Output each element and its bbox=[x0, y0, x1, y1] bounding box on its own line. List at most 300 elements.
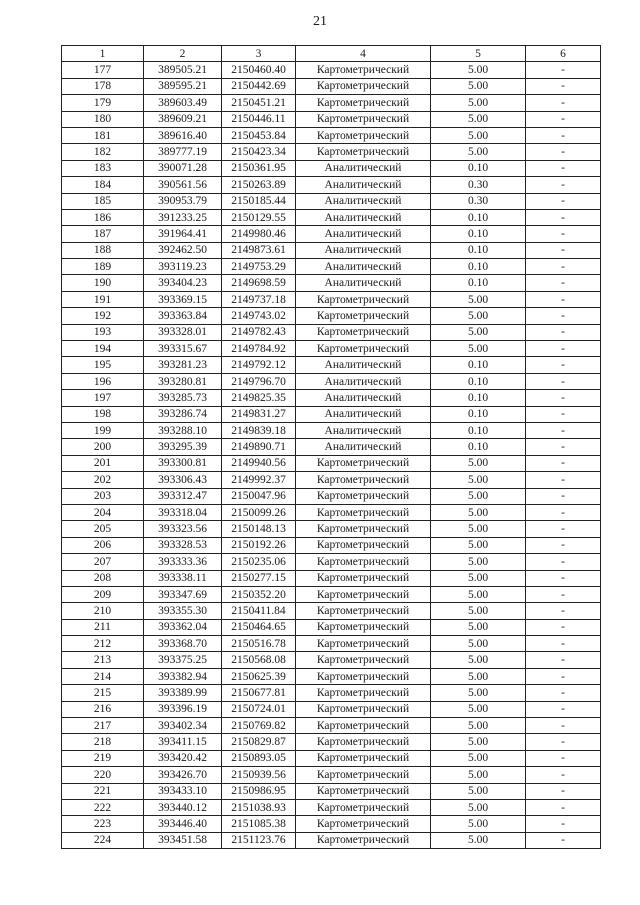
y-coordinate-cell: 2150829.87 bbox=[222, 734, 296, 750]
accuracy-cell: 5.00 bbox=[431, 62, 526, 78]
method-cell: Картометрический bbox=[296, 652, 431, 668]
method-cell: Картометрический bbox=[296, 554, 431, 570]
note-cell: - bbox=[526, 636, 601, 652]
x-coordinate-cell: 393323.56 bbox=[144, 521, 222, 537]
note-cell: - bbox=[526, 832, 601, 848]
method-cell: Картометрический bbox=[296, 504, 431, 520]
y-coordinate-cell: 2149980.46 bbox=[222, 226, 296, 242]
point-number-cell: 181 bbox=[62, 127, 144, 143]
note-cell: - bbox=[526, 144, 601, 160]
point-number-cell: 209 bbox=[62, 586, 144, 602]
note-cell: - bbox=[526, 308, 601, 324]
method-cell: Аналитический bbox=[296, 193, 431, 209]
x-coordinate-cell: 390071.28 bbox=[144, 160, 222, 176]
table-row bbox=[62, 652, 601, 668]
y-coordinate-cell: 2150185.44 bbox=[222, 193, 296, 209]
point-number-cell: 179 bbox=[62, 95, 144, 111]
point-number-cell: 178 bbox=[62, 78, 144, 94]
x-coordinate-cell: 389603.49 bbox=[144, 95, 222, 111]
note-cell: - bbox=[526, 685, 601, 701]
y-coordinate-cell: 2149753.29 bbox=[222, 259, 296, 275]
table-row bbox=[62, 127, 601, 143]
accuracy-cell: 5.00 bbox=[431, 488, 526, 504]
note-cell: - bbox=[526, 455, 601, 471]
method-cell: Картометрический bbox=[296, 78, 431, 94]
accuracy-cell: 5.00 bbox=[431, 750, 526, 766]
table-row bbox=[62, 537, 601, 553]
table-row bbox=[62, 111, 601, 127]
table-row bbox=[62, 439, 601, 455]
point-number-cell: 188 bbox=[62, 242, 144, 258]
y-coordinate-cell: 2150625.39 bbox=[222, 668, 296, 684]
y-coordinate-cell: 2150724.01 bbox=[222, 701, 296, 717]
y-coordinate-cell: 2149796.70 bbox=[222, 373, 296, 389]
note-cell: - bbox=[526, 127, 601, 143]
x-coordinate-cell: 389777.19 bbox=[144, 144, 222, 160]
accuracy-cell: 5.00 bbox=[431, 767, 526, 783]
accuracy-cell: 0.10 bbox=[431, 390, 526, 406]
note-cell: - bbox=[526, 701, 601, 717]
table-row bbox=[62, 685, 601, 701]
point-number-cell: 221 bbox=[62, 783, 144, 799]
method-cell: Аналитический bbox=[296, 160, 431, 176]
note-cell: - bbox=[526, 406, 601, 422]
point-number-cell: 180 bbox=[62, 111, 144, 127]
page-number: 21 bbox=[313, 14, 327, 29]
method-cell: Картометрический bbox=[296, 816, 431, 832]
point-number-cell: 211 bbox=[62, 619, 144, 635]
y-coordinate-cell: 2151085.38 bbox=[222, 816, 296, 832]
table-row bbox=[62, 554, 601, 570]
point-number-cell: 216 bbox=[62, 701, 144, 717]
column-header: 5 bbox=[431, 46, 526, 62]
accuracy-cell: 5.00 bbox=[431, 472, 526, 488]
accuracy-cell: 0.10 bbox=[431, 259, 526, 275]
accuracy-cell: 0.10 bbox=[431, 373, 526, 389]
x-coordinate-cell: 392462.50 bbox=[144, 242, 222, 258]
table-row bbox=[62, 832, 601, 848]
y-coordinate-cell: 2149839.18 bbox=[222, 422, 296, 438]
y-coordinate-cell: 2149873.61 bbox=[222, 242, 296, 258]
y-coordinate-cell: 2149831.27 bbox=[222, 406, 296, 422]
method-cell: Картометрический bbox=[296, 341, 431, 357]
accuracy-cell: 5.00 bbox=[431, 95, 526, 111]
y-coordinate-cell: 2149792.12 bbox=[222, 357, 296, 373]
y-coordinate-cell: 2149698.59 bbox=[222, 275, 296, 291]
x-coordinate-cell: 393362.04 bbox=[144, 619, 222, 635]
accuracy-cell: 5.00 bbox=[431, 586, 526, 602]
point-number-cell: 198 bbox=[62, 406, 144, 422]
method-cell: Картометрический bbox=[296, 668, 431, 684]
x-coordinate-cell: 390561.56 bbox=[144, 177, 222, 193]
table-body bbox=[62, 62, 601, 849]
x-coordinate-cell: 393318.04 bbox=[144, 504, 222, 520]
column-header: 6 bbox=[526, 46, 601, 62]
point-number-cell: 202 bbox=[62, 472, 144, 488]
accuracy-cell: 5.00 bbox=[431, 144, 526, 160]
accuracy-cell: 0.10 bbox=[431, 422, 526, 438]
point-number-cell: 193 bbox=[62, 324, 144, 340]
y-coordinate-cell: 2150451.21 bbox=[222, 95, 296, 111]
method-cell: Картометрический bbox=[296, 570, 431, 586]
x-coordinate-cell: 393355.30 bbox=[144, 603, 222, 619]
method-cell: Аналитический bbox=[296, 226, 431, 242]
point-number-cell: 206 bbox=[62, 537, 144, 553]
y-coordinate-cell: 2150769.82 bbox=[222, 718, 296, 734]
point-number-cell: 200 bbox=[62, 439, 144, 455]
method-cell: Аналитический bbox=[296, 242, 431, 258]
table-row bbox=[62, 799, 601, 815]
accuracy-cell: 5.00 bbox=[431, 127, 526, 143]
note-cell: - bbox=[526, 816, 601, 832]
y-coordinate-cell: 2149743.02 bbox=[222, 308, 296, 324]
table-row bbox=[62, 586, 601, 602]
note-cell: - bbox=[526, 226, 601, 242]
x-coordinate-cell: 393411.15 bbox=[144, 734, 222, 750]
method-cell: Аналитический bbox=[296, 373, 431, 389]
accuracy-cell: 5.00 bbox=[431, 734, 526, 750]
x-coordinate-cell: 393363.84 bbox=[144, 308, 222, 324]
x-coordinate-cell: 393119.23 bbox=[144, 259, 222, 275]
accuracy-cell: 0.10 bbox=[431, 275, 526, 291]
y-coordinate-cell: 2150277.15 bbox=[222, 570, 296, 586]
point-number-cell: 186 bbox=[62, 209, 144, 225]
method-cell: Аналитический bbox=[296, 406, 431, 422]
table-row bbox=[62, 275, 601, 291]
point-number-cell: 191 bbox=[62, 291, 144, 307]
point-number-cell: 210 bbox=[62, 603, 144, 619]
table-row bbox=[62, 750, 601, 766]
note-cell: - bbox=[526, 95, 601, 111]
x-coordinate-cell: 393286.74 bbox=[144, 406, 222, 422]
method-cell: Картометрический bbox=[296, 95, 431, 111]
point-number-cell: 220 bbox=[62, 767, 144, 783]
method-cell: Картометрический bbox=[296, 111, 431, 127]
table-row bbox=[62, 816, 601, 832]
x-coordinate-cell: 391964.41 bbox=[144, 226, 222, 242]
table-row bbox=[62, 783, 601, 799]
y-coordinate-cell: 2150352.20 bbox=[222, 586, 296, 602]
x-coordinate-cell: 393433.10 bbox=[144, 783, 222, 799]
table-row bbox=[62, 242, 601, 258]
y-coordinate-cell: 2150361.95 bbox=[222, 160, 296, 176]
y-coordinate-cell: 2150986.95 bbox=[222, 783, 296, 799]
y-coordinate-cell: 2150263.89 bbox=[222, 177, 296, 193]
note-cell: - bbox=[526, 537, 601, 553]
note-cell: - bbox=[526, 586, 601, 602]
method-cell: Картометрический bbox=[296, 767, 431, 783]
point-number-cell: 203 bbox=[62, 488, 144, 504]
accuracy-cell: 0.10 bbox=[431, 439, 526, 455]
accuracy-cell: 5.00 bbox=[431, 554, 526, 570]
method-cell: Картометрический bbox=[296, 750, 431, 766]
method-cell: Картометрический bbox=[296, 718, 431, 734]
note-cell: - bbox=[526, 209, 601, 225]
accuracy-cell: 5.00 bbox=[431, 685, 526, 701]
y-coordinate-cell: 2150099.26 bbox=[222, 504, 296, 520]
y-coordinate-cell: 2149784.92 bbox=[222, 341, 296, 357]
method-cell: Картометрический bbox=[296, 521, 431, 537]
x-coordinate-cell: 393369.15 bbox=[144, 291, 222, 307]
note-cell: - bbox=[526, 259, 601, 275]
note-cell: - bbox=[526, 439, 601, 455]
x-coordinate-cell: 393300.81 bbox=[144, 455, 222, 471]
table-row bbox=[62, 422, 601, 438]
method-cell: Картометрический bbox=[296, 127, 431, 143]
table-row bbox=[62, 291, 601, 307]
note-cell: - bbox=[526, 718, 601, 734]
method-cell: Аналитический bbox=[296, 259, 431, 275]
y-coordinate-cell: 2150442.69 bbox=[222, 78, 296, 94]
note-cell: - bbox=[526, 111, 601, 127]
table-row bbox=[62, 406, 601, 422]
note-cell: - bbox=[526, 488, 601, 504]
accuracy-cell: 5.00 bbox=[431, 701, 526, 717]
x-coordinate-cell: 393328.53 bbox=[144, 537, 222, 553]
x-coordinate-cell: 393420.42 bbox=[144, 750, 222, 766]
x-coordinate-cell: 393404.23 bbox=[144, 275, 222, 291]
method-cell: Картометрический bbox=[296, 455, 431, 471]
x-coordinate-cell: 393306.43 bbox=[144, 472, 222, 488]
y-coordinate-cell: 2150423.34 bbox=[222, 144, 296, 160]
x-coordinate-cell: 393389.99 bbox=[144, 685, 222, 701]
x-coordinate-cell: 393368.70 bbox=[144, 636, 222, 652]
note-cell: - bbox=[526, 62, 601, 78]
note-cell: - bbox=[526, 603, 601, 619]
x-coordinate-cell: 393288.10 bbox=[144, 422, 222, 438]
column-header: 4 bbox=[296, 46, 431, 62]
method-cell: Аналитический bbox=[296, 209, 431, 225]
table-row bbox=[62, 160, 601, 176]
x-coordinate-cell: 393446.40 bbox=[144, 816, 222, 832]
method-cell: Картометрический bbox=[296, 701, 431, 717]
accuracy-cell: 0.10 bbox=[431, 406, 526, 422]
table-row bbox=[62, 636, 601, 652]
note-cell: - bbox=[526, 390, 601, 406]
point-number-cell: 185 bbox=[62, 193, 144, 209]
note-cell: - bbox=[526, 750, 601, 766]
x-coordinate-cell: 393295.39 bbox=[144, 439, 222, 455]
accuracy-cell: 0.30 bbox=[431, 177, 526, 193]
y-coordinate-cell: 2150460.40 bbox=[222, 62, 296, 78]
x-coordinate-cell: 393333.36 bbox=[144, 554, 222, 570]
table-row bbox=[62, 701, 601, 717]
point-number-cell: 199 bbox=[62, 422, 144, 438]
accuracy-cell: 5.00 bbox=[431, 783, 526, 799]
note-cell: - bbox=[526, 177, 601, 193]
method-cell: Картометрический bbox=[296, 308, 431, 324]
table-row bbox=[62, 718, 601, 734]
y-coordinate-cell: 2150047.96 bbox=[222, 488, 296, 504]
y-coordinate-cell: 2149825.35 bbox=[222, 390, 296, 406]
y-coordinate-cell: 2149890.71 bbox=[222, 439, 296, 455]
x-coordinate-cell: 389595.21 bbox=[144, 78, 222, 94]
table-row bbox=[62, 668, 601, 684]
point-number-cell: 183 bbox=[62, 160, 144, 176]
x-coordinate-cell: 393375.25 bbox=[144, 652, 222, 668]
y-coordinate-cell: 2150677.81 bbox=[222, 685, 296, 701]
point-number-cell: 192 bbox=[62, 308, 144, 324]
note-cell: - bbox=[526, 291, 601, 307]
accuracy-cell: 5.00 bbox=[431, 504, 526, 520]
method-cell: Аналитический bbox=[296, 177, 431, 193]
point-number-cell: 204 bbox=[62, 504, 144, 520]
table-row bbox=[62, 193, 601, 209]
table-row bbox=[62, 472, 601, 488]
method-cell: Картометрический bbox=[296, 537, 431, 553]
note-cell: - bbox=[526, 734, 601, 750]
note-cell: - bbox=[526, 422, 601, 438]
point-number-cell: 201 bbox=[62, 455, 144, 471]
point-number-cell: 213 bbox=[62, 652, 144, 668]
table-row bbox=[62, 767, 601, 783]
method-cell: Аналитический bbox=[296, 275, 431, 291]
note-cell: - bbox=[526, 619, 601, 635]
table-row bbox=[62, 62, 601, 78]
y-coordinate-cell: 2149992.37 bbox=[222, 472, 296, 488]
method-cell: Картометрический bbox=[296, 586, 431, 602]
table-row bbox=[62, 226, 601, 242]
note-cell: - bbox=[526, 324, 601, 340]
method-cell: Картометрический bbox=[296, 832, 431, 848]
method-cell: Картометрический bbox=[296, 783, 431, 799]
accuracy-cell: 5.00 bbox=[431, 521, 526, 537]
table-row bbox=[62, 455, 601, 471]
x-coordinate-cell: 393315.67 bbox=[144, 341, 222, 357]
x-coordinate-cell: 393338.11 bbox=[144, 570, 222, 586]
method-cell: Аналитический bbox=[296, 422, 431, 438]
accuracy-cell: 5.00 bbox=[431, 78, 526, 94]
y-coordinate-cell: 2150516.78 bbox=[222, 636, 296, 652]
table-row bbox=[62, 177, 601, 193]
method-cell: Картометрический bbox=[296, 734, 431, 750]
accuracy-cell: 5.00 bbox=[431, 718, 526, 734]
table-row bbox=[62, 734, 601, 750]
y-coordinate-cell: 2150148.13 bbox=[222, 521, 296, 537]
note-cell: - bbox=[526, 799, 601, 815]
note-cell: - bbox=[526, 275, 601, 291]
table-row bbox=[62, 603, 601, 619]
y-coordinate-cell: 2150129.55 bbox=[222, 209, 296, 225]
table-row bbox=[62, 324, 601, 340]
accuracy-cell: 5.00 bbox=[431, 832, 526, 848]
point-number-cell: 217 bbox=[62, 718, 144, 734]
y-coordinate-cell: 2151123.76 bbox=[222, 832, 296, 848]
x-coordinate-cell: 393285.73 bbox=[144, 390, 222, 406]
x-coordinate-cell: 393281.23 bbox=[144, 357, 222, 373]
table-row bbox=[62, 521, 601, 537]
x-coordinate-cell: 393451.58 bbox=[144, 832, 222, 848]
table-row bbox=[62, 504, 601, 520]
column-header: 3 bbox=[222, 46, 296, 62]
point-number-cell: 194 bbox=[62, 341, 144, 357]
accuracy-cell: 0.10 bbox=[431, 242, 526, 258]
note-cell: - bbox=[526, 783, 601, 799]
accuracy-cell: 5.00 bbox=[431, 652, 526, 668]
method-cell: Аналитический bbox=[296, 390, 431, 406]
accuracy-cell: 5.00 bbox=[431, 308, 526, 324]
accuracy-cell: 5.00 bbox=[431, 111, 526, 127]
method-cell: Картометрический bbox=[296, 324, 431, 340]
note-cell: - bbox=[526, 373, 601, 389]
x-coordinate-cell: 393440.12 bbox=[144, 799, 222, 815]
point-number-cell: 196 bbox=[62, 373, 144, 389]
x-coordinate-cell: 390953.79 bbox=[144, 193, 222, 209]
point-number-cell: 222 bbox=[62, 799, 144, 815]
note-cell: - bbox=[526, 242, 601, 258]
y-coordinate-cell: 2149782.43 bbox=[222, 324, 296, 340]
point-number-cell: 215 bbox=[62, 685, 144, 701]
x-coordinate-cell: 393396.19 bbox=[144, 701, 222, 717]
x-coordinate-cell: 393347.69 bbox=[144, 586, 222, 602]
point-number-cell: 205 bbox=[62, 521, 144, 537]
table-row bbox=[62, 357, 601, 373]
x-coordinate-cell: 393280.81 bbox=[144, 373, 222, 389]
note-cell: - bbox=[526, 652, 601, 668]
table-row bbox=[62, 341, 601, 357]
accuracy-cell: 5.00 bbox=[431, 455, 526, 471]
note-cell: - bbox=[526, 78, 601, 94]
note-cell: - bbox=[526, 504, 601, 520]
x-coordinate-cell: 393312.47 bbox=[144, 488, 222, 504]
accuracy-cell: 0.10 bbox=[431, 226, 526, 242]
note-cell: - bbox=[526, 554, 601, 570]
accuracy-cell: 5.00 bbox=[431, 291, 526, 307]
point-number-cell: 212 bbox=[62, 636, 144, 652]
accuracy-cell: 5.00 bbox=[431, 570, 526, 586]
accuracy-cell: 5.00 bbox=[431, 816, 526, 832]
accuracy-cell: 0.30 bbox=[431, 193, 526, 209]
table-row bbox=[62, 619, 601, 635]
note-cell: - bbox=[526, 341, 601, 357]
y-coordinate-cell: 2150568.08 bbox=[222, 652, 296, 668]
method-cell: Аналитический bbox=[296, 357, 431, 373]
x-coordinate-cell: 391233.25 bbox=[144, 209, 222, 225]
method-cell: Аналитический bbox=[296, 439, 431, 455]
table-header-row bbox=[62, 46, 601, 62]
y-coordinate-cell: 2151038.93 bbox=[222, 799, 296, 815]
y-coordinate-cell: 2150893.05 bbox=[222, 750, 296, 766]
accuracy-cell: 5.00 bbox=[431, 324, 526, 340]
x-coordinate-cell: 389609.21 bbox=[144, 111, 222, 127]
method-cell: Картометрический bbox=[296, 603, 431, 619]
method-cell: Картометрический bbox=[296, 685, 431, 701]
method-cell: Картометрический bbox=[296, 144, 431, 160]
point-number-cell: 184 bbox=[62, 177, 144, 193]
point-number-cell: 177 bbox=[62, 62, 144, 78]
point-number-cell: 223 bbox=[62, 816, 144, 832]
method-cell: Картометрический bbox=[296, 636, 431, 652]
x-coordinate-cell: 389505.21 bbox=[144, 62, 222, 78]
x-coordinate-cell: 393382.94 bbox=[144, 668, 222, 684]
point-number-cell: 224 bbox=[62, 832, 144, 848]
table-row bbox=[62, 95, 601, 111]
point-number-cell: 207 bbox=[62, 554, 144, 570]
y-coordinate-cell: 2149940.56 bbox=[222, 455, 296, 471]
note-cell: - bbox=[526, 668, 601, 684]
column-header: 1 bbox=[62, 46, 144, 62]
point-number-cell: 218 bbox=[62, 734, 144, 750]
point-number-cell: 187 bbox=[62, 226, 144, 242]
point-number-cell: 197 bbox=[62, 390, 144, 406]
accuracy-cell: 5.00 bbox=[431, 603, 526, 619]
method-cell: Картометрический bbox=[296, 291, 431, 307]
y-coordinate-cell: 2150939.56 bbox=[222, 767, 296, 783]
point-number-cell: 219 bbox=[62, 750, 144, 766]
note-cell: - bbox=[526, 472, 601, 488]
table-row bbox=[62, 308, 601, 324]
accuracy-cell: 5.00 bbox=[431, 668, 526, 684]
